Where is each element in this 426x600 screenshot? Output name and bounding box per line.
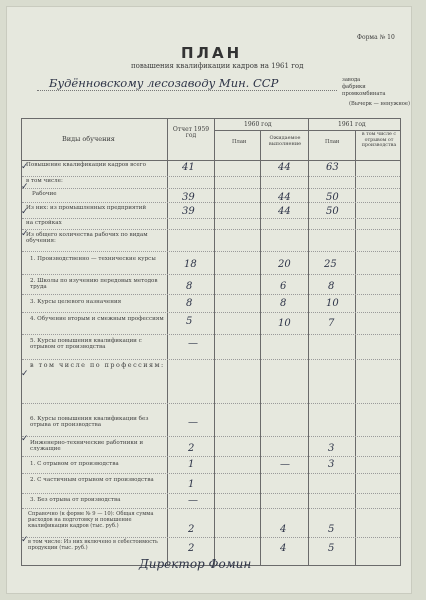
cell-report: 2	[188, 443, 195, 454]
org-type-3: промкомбината	[342, 91, 386, 97]
cell-expected: 20	[278, 259, 291, 270]
cell-expected: 4	[280, 524, 287, 535]
col-divider	[260, 130, 261, 565]
col-expected-1960-header: Ожидаемое выполнение	[268, 135, 302, 147]
cell-expected: 6	[280, 281, 287, 292]
director-signature: Директор Фомин	[139, 557, 252, 571]
row-label: Из них: из промышленных предприятий	[26, 205, 147, 211]
row-label: 2. Школы по изучению передовых методов труда	[30, 278, 158, 291]
cell-report: 8	[186, 298, 193, 309]
group-1961-header: 1961 год	[338, 121, 366, 128]
row-label: Инженерно-технические работники и служащие	[30, 440, 144, 453]
form-number: Форма № 10	[357, 34, 395, 41]
cell-report: —	[188, 495, 198, 506]
document-subtitle: повышения квалификации кадров на 1961 год	[131, 62, 304, 70]
row-label: 2. С частичным отрывом от производства	[30, 477, 154, 483]
cell-expected: 44	[278, 162, 291, 173]
cell-plan-1961: 63	[326, 162, 339, 173]
group-1960-header: 1960 год	[244, 121, 272, 128]
col-plan-1960-header: План	[232, 139, 247, 145]
row-label: 1. С отрывом от производства	[30, 461, 119, 467]
row-label: на стройках	[26, 220, 62, 226]
row-label: 5. Курсы повышения квалификации с отрывом от производства	[30, 338, 142, 351]
col-incl-1961-header: в том числе с отрывом от производства	[361, 132, 397, 149]
row-label: Рабочие	[32, 191, 57, 197]
row-label: Из общего количества рабочих по видам обучения:	[26, 232, 148, 245]
check-mark-icon: ✓	[21, 182, 29, 192]
cell-report: 18	[184, 259, 197, 270]
cell-report: 8	[186, 281, 193, 292]
check-mark-icon: ✓	[21, 162, 29, 172]
header-line	[214, 130, 401, 131]
cell-report: 39	[182, 206, 195, 217]
row-label: 6. Курсы повышения квалификации без отрыва от производства	[30, 416, 149, 429]
check-mark-icon: ✓	[21, 535, 29, 545]
cell-report: 2	[188, 543, 195, 554]
cell-report: 2	[188, 524, 195, 535]
row-label: 4. Обучение вторым и смежным профессиям	[30, 316, 164, 322]
cell-plan-1961: 8	[328, 281, 335, 292]
org-type-1: завода	[342, 77, 361, 83]
cell-plan-1961: 50	[326, 206, 339, 217]
org-hint: (Вычерк — ненужное)	[349, 101, 410, 107]
col-divider	[167, 119, 168, 565]
cell-report: 5	[186, 316, 193, 327]
cell-expected: 4	[280, 543, 287, 554]
document-page	[6, 6, 412, 594]
header-bottom-line	[22, 160, 401, 161]
check-mark-icon: ✓	[21, 229, 29, 239]
cell-plan-1961: 5	[328, 524, 335, 535]
cell-report: —	[188, 417, 198, 428]
cell-report: 1	[188, 459, 195, 470]
cell-plan-1961: 25	[324, 259, 337, 270]
cell-expected: 44	[278, 192, 291, 203]
col-divider	[355, 130, 356, 565]
organization-line	[37, 90, 337, 91]
cell-expected: —	[280, 459, 290, 470]
cell-report: 41	[182, 162, 195, 173]
cell-plan-1961: 3	[328, 459, 335, 470]
cell-plan-1961: 3	[328, 443, 335, 454]
col-report-header: Отчет 1959 год	[172, 126, 210, 140]
org-type-2: фабрики	[342, 84, 366, 90]
cell-report: —	[188, 338, 198, 349]
organization-handwritten: Будённовскому лесозаводу Мин. ССР	[49, 76, 279, 90]
row-label: 1. Производственно — технические курсы	[30, 256, 156, 262]
cell-expected: 10	[278, 318, 291, 329]
cell-report: 1	[188, 479, 195, 490]
col-divider	[214, 119, 215, 565]
cell-plan-1961: 50	[326, 192, 339, 203]
row-label: в том числе: Из них включено в себестоимость продукции (тыс. руб.)	[28, 539, 158, 551]
col-divider	[308, 119, 309, 565]
row-label: 3. Курсы целевого назначения	[30, 299, 122, 305]
training-plan-table	[21, 118, 401, 566]
row-label: Справочно (к форме № 9 — 10): Общая сумма расходов на подготовку и повышение квалификации кадров (тыс. руб.)	[28, 511, 154, 529]
row-label: 3. Без отрыва от производства	[30, 497, 121, 503]
cell-expected: 44	[278, 206, 291, 217]
document-title: ПЛАН	[181, 44, 243, 62]
col-kind-header: Виды обучения	[62, 135, 115, 143]
row-label: Повышение квалификации кадров всего	[26, 162, 146, 168]
cell-plan-1961: 7	[328, 318, 335, 329]
cell-report: 39	[182, 192, 195, 203]
row-label: в том числе по профессиям:	[30, 361, 165, 369]
check-mark-icon: ✓	[21, 434, 29, 444]
cell-plan-1961: 10	[326, 298, 339, 309]
cell-plan-1961: 5	[328, 543, 335, 554]
col-plan-1961-header: План	[325, 139, 340, 145]
row-label: в том числе:	[26, 178, 63, 184]
check-mark-icon: ✓	[21, 369, 29, 379]
check-mark-icon: ✓	[21, 207, 29, 217]
cell-expected: 8	[280, 298, 287, 309]
